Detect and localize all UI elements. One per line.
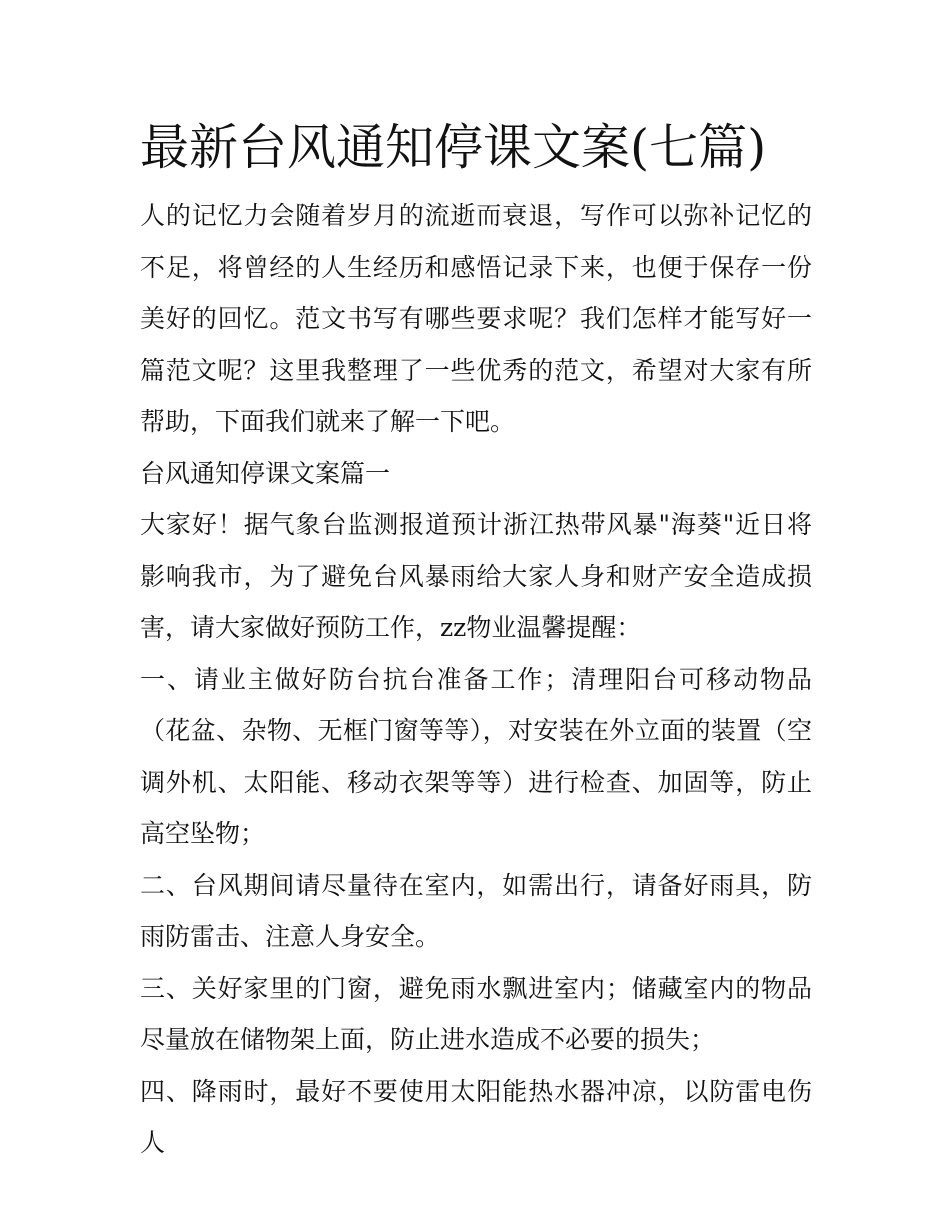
notice-item-1: 一、请业主做好防台抗台准备工作；清理阳台可移动物品（花盆、杂物、无框门窗等等），对安装在外立面的装置（空调外机、太阳能、移动衣架等等）进行检查、加固等，防止高空坠物； xyxy=(140,664,812,848)
document-page xyxy=(140,112,812,1169)
intro-paragraph: 人的记忆力会随着岁月的流逝而衰退，写作可以弥补记忆的不足，将曾经的人生经历和感悟记录下来，也便于保存一份美好的回忆。范文书写有哪些要求呢？我们怎样才能写好一篇范文呢？这里我整理了一些优秀的范文，希望对大家有所帮助，下面我们就来了解一下吧。 xyxy=(140,201,812,436)
notice-greeting-paragraph: 大家好！据气象台监测报道预计浙江热带风暴"海葵"近日将影响我市，为了避免台风暴雨给大家人身和财产安全造成损害，请大家做好预防工作，zz物业温馨提醒： xyxy=(140,510,812,642)
notice-item-2: 二、台风期间请尽量待在室内，如需出行，请备好雨具，防雨防雷击、注意人身安全。 xyxy=(140,870,812,951)
notice-item-4: 四、降雨时，最好不要使用太阳能热水器冲凉，以防雷电伤人 xyxy=(140,1076,812,1157)
section-heading: 台风通知停课文案篇一 xyxy=(140,458,391,488)
notice-item-3: 三、关好家里的门窗，避免雨水飘进室内；储藏室内的物品尽量放在储物架上面，防止进水造成不必要的损失； xyxy=(140,973,812,1054)
document-title: 最新台风通知停课文案(七篇) xyxy=(140,119,767,176)
